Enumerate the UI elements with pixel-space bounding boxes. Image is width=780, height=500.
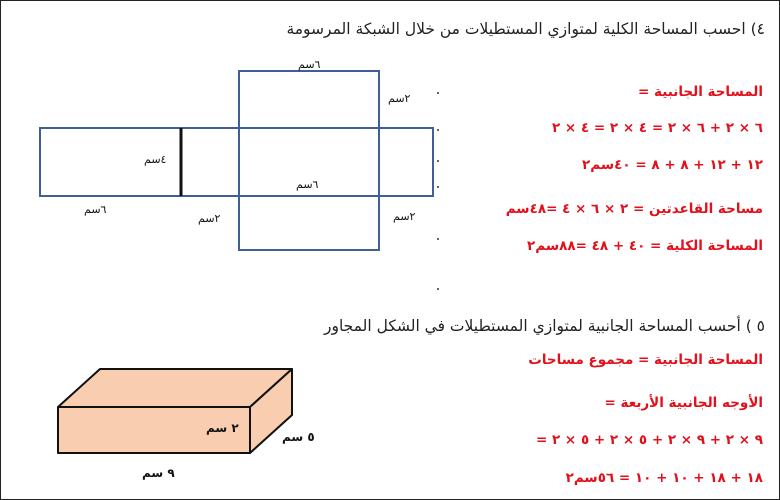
q5-answer-line-2: الأوجه الجانبية الأربعة = [604, 395, 763, 411]
q5-answer-line-1: المساحة الجانبية = مجموع مساحات [528, 352, 763, 368]
q5-answer-line-4: ١٨ + ١٨ + ١٠ + ١٠ = ٥٦سم٢ [565, 470, 763, 486]
q4-answer-line-1: المساحة الجانبية = [638, 84, 763, 100]
q5-answer-line-3: ٩ × ٢ + ٩ × ٢ + ٥ × ٢ + ٥ × ٢ = [535, 432, 763, 448]
net-label-left-height: ٤سم [144, 153, 167, 166]
q4-answer-line-5: المساحة الكلية = ٤٠ + ٤٨ =٨٨سم٢ [527, 238, 763, 254]
box-label-length: ٩ سم [142, 466, 175, 480]
net-label-top-length: ٦سم [298, 58, 321, 71]
q5-question: ٥ ) أحسب المساحة الجانبية لمتوازي المستطيلات في الشكل المجاور [323, 317, 765, 335]
net-label-bottom-right-width: ٢سم [393, 210, 416, 223]
net-label-bottom-left-width: ٢سم [198, 212, 221, 225]
q4-answer-line-2: ٦ × ٢ + ٦ × ٢ = ٤ × ٢ = ٤ × ٢ [551, 120, 763, 136]
q4-answer-line-3: ١٢ + ١٢ + ٨ + ٨ = ٤٠سم٢ [582, 157, 763, 173]
box-label-height: ٢ سم [206, 421, 239, 435]
net-label-upper-width: ٢سم [388, 92, 411, 105]
q4-question: ٤) احسب المساحة الكلية لمتوازي المستطيلات من خلال الشبكة المرسومة [286, 20, 765, 38]
net-label-left-bottom: ٦سم [84, 203, 107, 216]
net-label-middle-length: ٦سم [296, 178, 319, 191]
box-label-depth: ٥ سم [282, 430, 315, 444]
q4-answer-line-4: مساحة القاعدتين = ٢ × ٦ × ٤ =٤٨سم [505, 201, 763, 217]
